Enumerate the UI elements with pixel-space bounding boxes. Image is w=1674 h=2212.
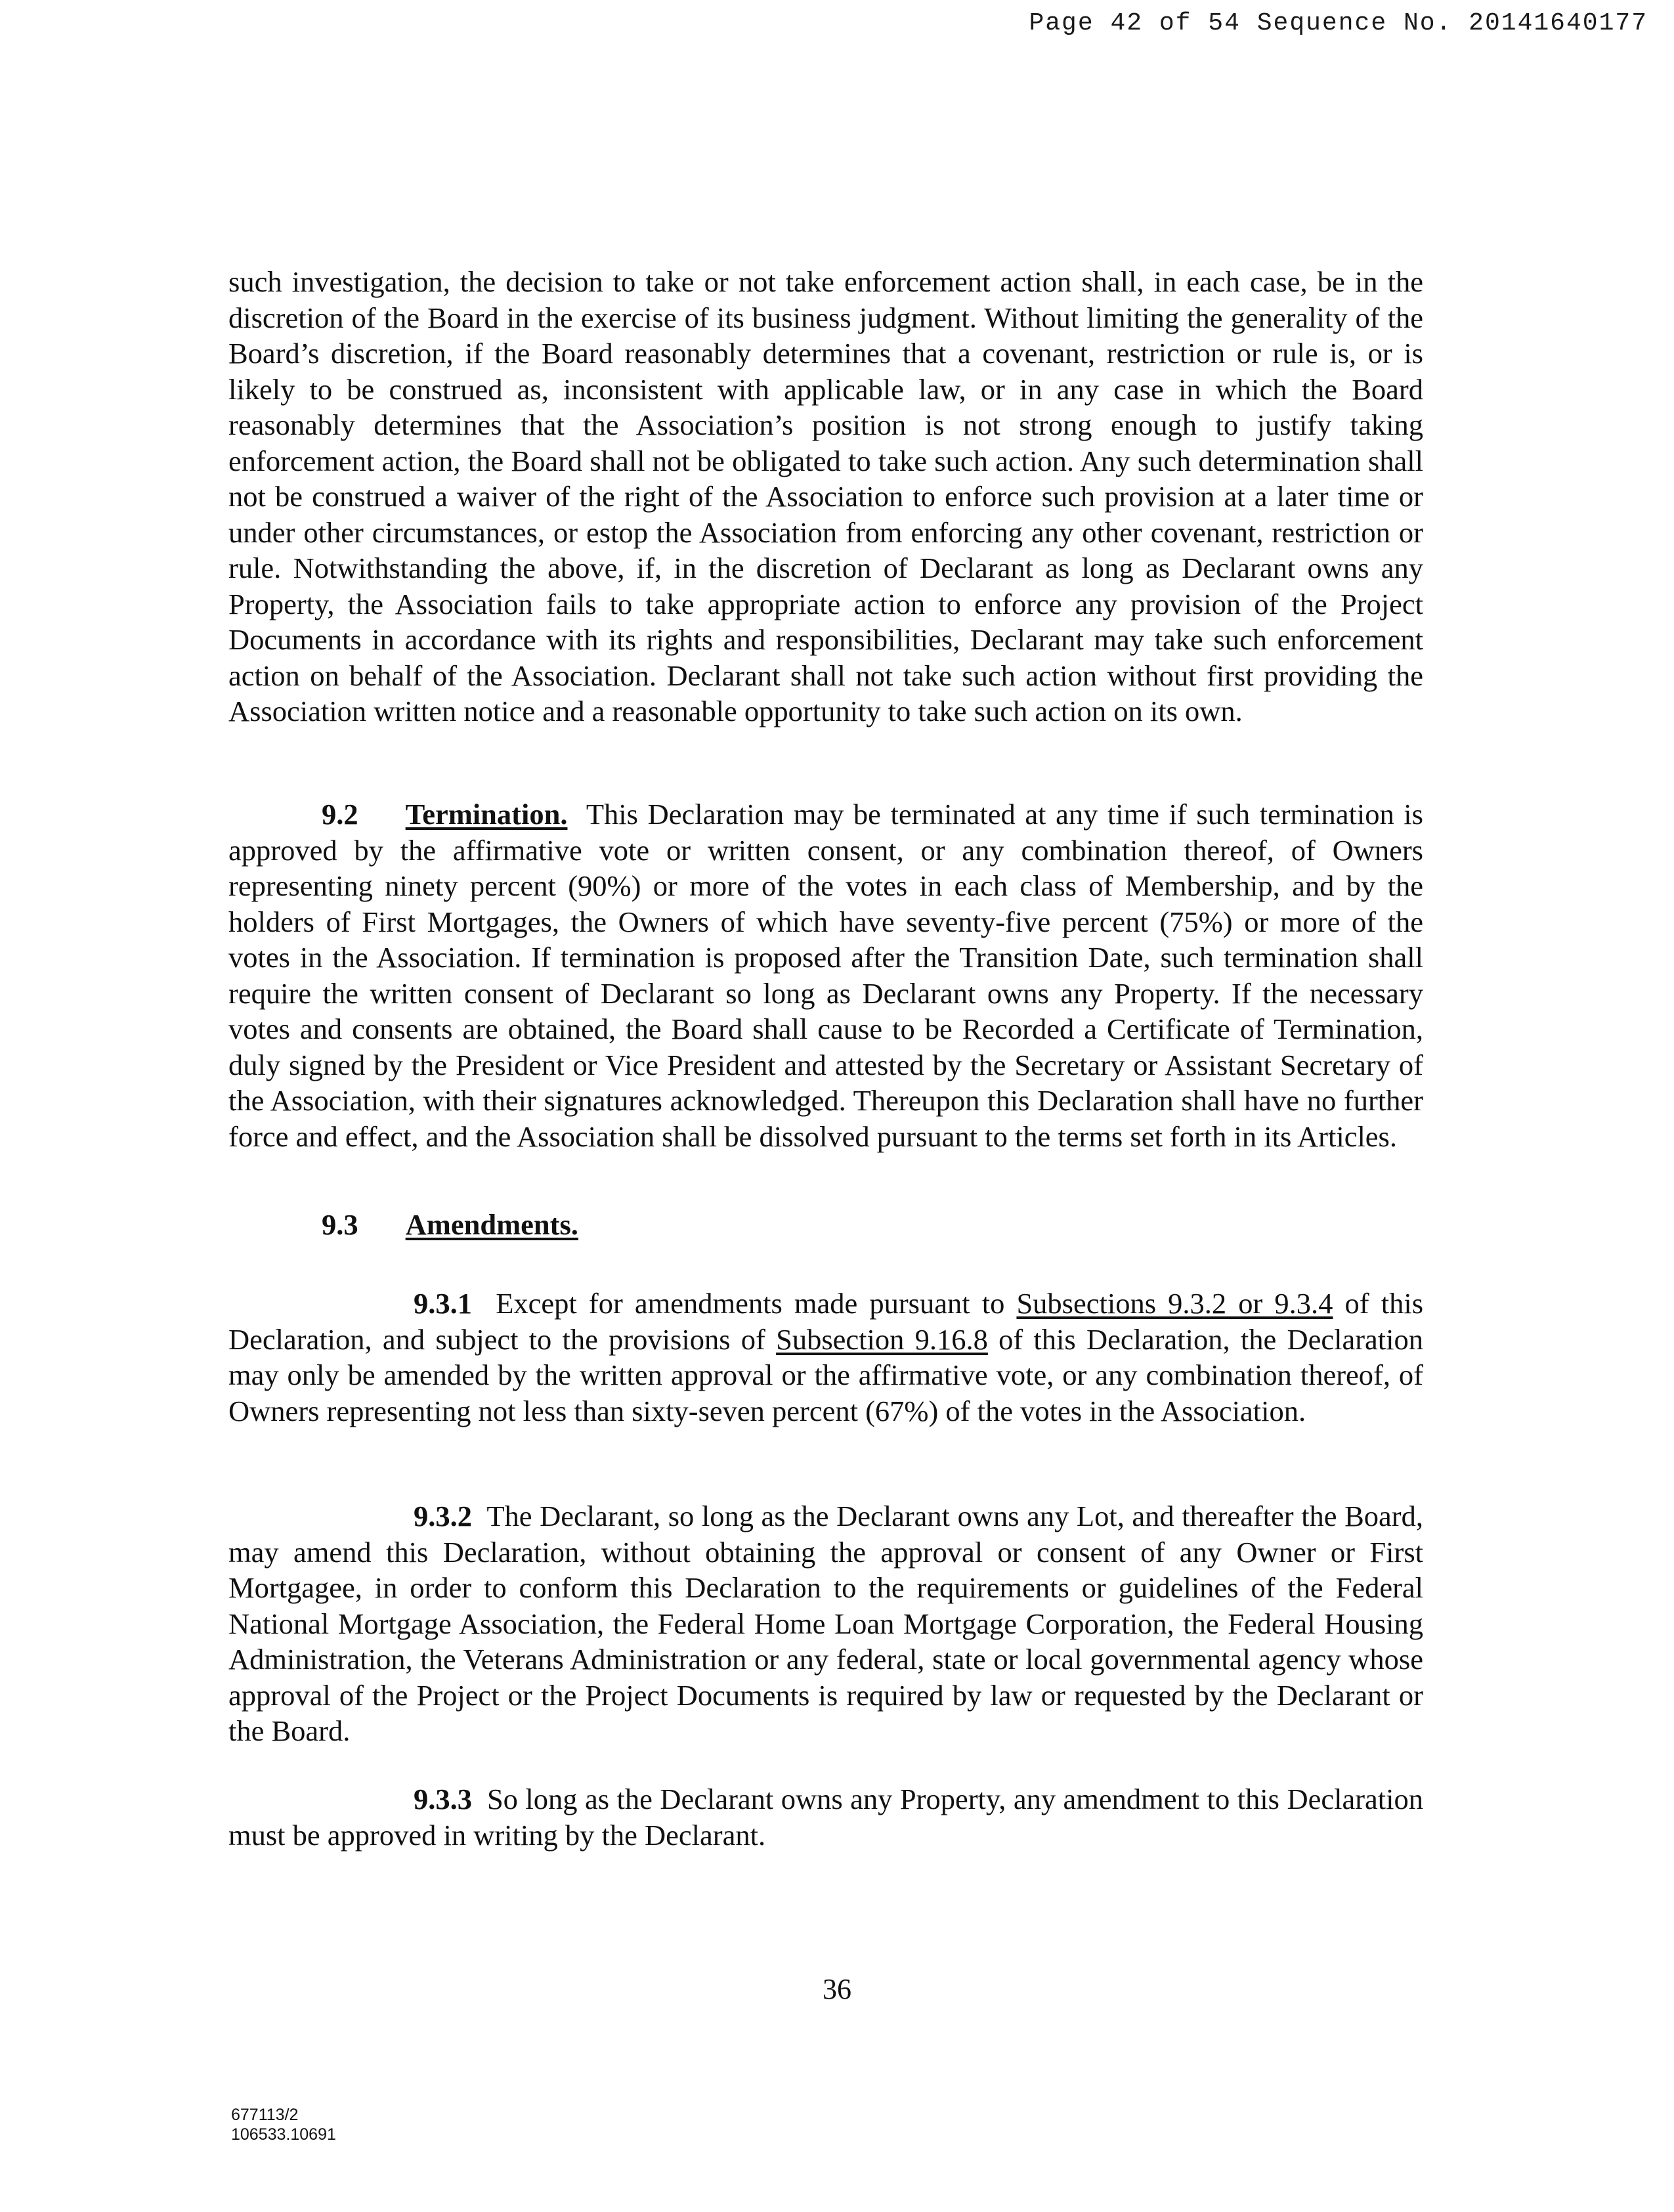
termination-paragraph	[228, 796, 1423, 1154]
doc-id-line: 677113/2	[231, 2106, 299, 2124]
termination-text: This Declaration may be terminated at any time if such termination is approved by the affirmative vote or written consent, or any combination thereof, of Owners representing ninety percent (90%) or more of the votes in each class of Membership, and by the holders of First Mortgages, the Owners of which have seventy-five percent (75%) or more of the votes in the Association. If termination is proposed after the Transition Date, such termination shall require the written consent of Declarant so long as Declarant owns any Property. If the necessary votes and consents are obtained, the Board shall cause to be Recorded a Certificate of Termination, duly signed by the President or Vice President and attested by the Secretary or Assistant Secretary of the Association, with their signatures acknowledged. Thereupon this Declaration shall have no further force and effect, and the Association shall be dissolved pursuant to the terms set forth in its Articles.	[228, 798, 1423, 1153]
section-heading-amendments: Amendments.	[405, 1208, 578, 1241]
page-sequence-header: Page 42 of 54 Sequence No. 20141640177	[1029, 9, 1648, 37]
section-9-3	[228, 1207, 1423, 1243]
page-number: 36	[823, 1973, 851, 2005]
subsection-number: 9.3.1	[414, 1287, 472, 1320]
section-9-2	[228, 796, 1423, 1154]
doc-id-line: 106533.10691	[231, 2125, 336, 2144]
cross-reference-link: Subsection 9.16.8	[776, 1322, 988, 1356]
subsection-text: So long as the Declarant owns any Property, any amendment to this Declaration must be approved in writing by the Declarant.	[228, 1783, 1424, 1852]
cross-reference-link: Subsections 9.3.2 or 9.3.4	[1016, 1287, 1333, 1320]
amendments-heading-line	[228, 1207, 1423, 1243]
section-9-3-1	[228, 1286, 1423, 1429]
document-body	[228, 264, 1423, 729]
subsection-number: 9.3.3	[414, 1783, 472, 1815]
subsection-text: The Declarant, so long as the Declarant owns any Lot, and thereafter the Board, may amend this Declaration, without obtaining the approval or consent of any Owner or First Mortgagee, in order to conform this Declaration to the requirements or guidelines of the Federal National Mortgage Association, the Federal Home Loan Mortgage Corporation, the Federal Housing Administration, the Veterans Administration or any federal, state or local governmental agency whose approval of the Project or the Project Documents is required by law or requested by the Declarant or the Board.	[228, 1500, 1423, 1747]
subsection-text: of this Declaration, and subject to the provisions of	[228, 1287, 1424, 1356]
section-number: 9.3	[322, 1208, 358, 1241]
subsection-9-3-3-paragraph	[228, 1781, 1423, 1853]
subsection-number: 9.3.2	[414, 1500, 472, 1532]
continuation-paragraph: such investigation, the decision to take or not take enforcement action shall, in each case, be in the discretion of the Board in the exercise of its business judgment. Without limiting the generality of the Board’s discretion, if the Board reasonably determines that a covenant, restriction or rule is, or is likely to be construed as, inconsistent with applicable law, or in any case in which the Board reasonably determines that the Association’s position is not strong enough to justify taking enforcement action, the Board shall not be obligated to take such action. Any such determination shall not be construed a waiver of the right of the Association to enforce such provision at a later time or under other circumstances, or estop the Association from enforcing any other covenant, restriction or rule. Notwithstanding the above, if, in the discretion of Declarant as long as Declarant owns any Property, the Association fails to take appropriate action to enforce any provision of the Project Documents in accordance with its rights and responsibilities, Declarant may take such enforcement action on behalf of the Association. Declarant shall not take such action without first providing the Association written notice and a reasonable opportunity to take such action on its own.	[228, 265, 1423, 727]
section-number: 9.2	[322, 798, 358, 831]
subsection-text: of this Declaration, the Declaration may only be amended by the written approval or the affirmative vote, or any combination thereof, of Owners representing not less than sixty-seven percent (67%) of the votes in the Association.	[228, 1322, 1423, 1427]
subsection-text: Except for amendments made pursuant to	[496, 1287, 1005, 1320]
section-heading-termination: Termination.	[405, 798, 568, 831]
section-9-3-2	[228, 1498, 1423, 1749]
subsection-9-3-2-paragraph	[228, 1498, 1423, 1749]
document-identifiers	[231, 2105, 336, 2144]
section-9-3-3	[228, 1781, 1423, 1853]
subsection-9-3-1-paragraph	[228, 1286, 1423, 1429]
